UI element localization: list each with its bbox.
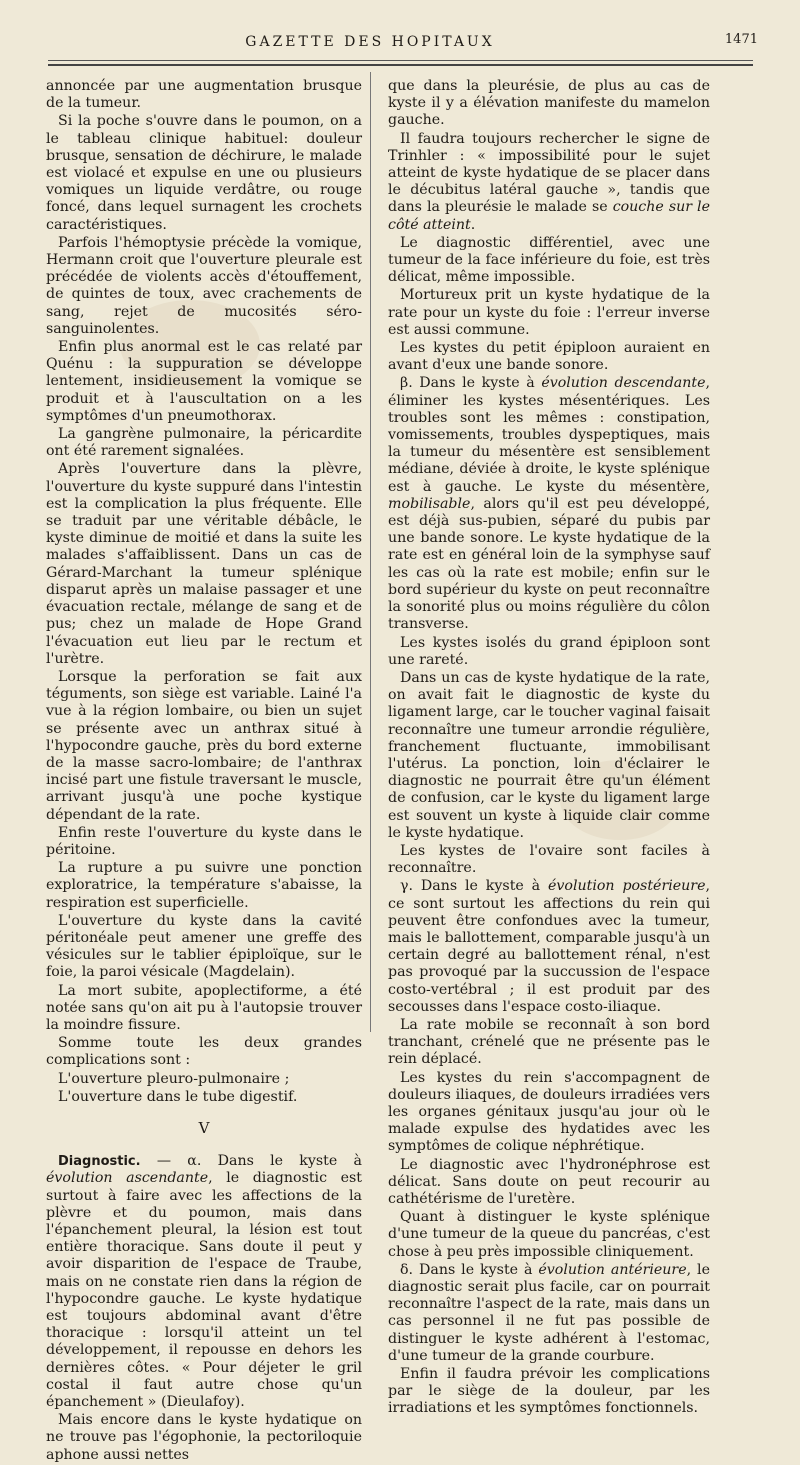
paragraph: Parfois l'hémoptysie précède la vomique, Hermann croit que l'ouverture pleurale est précédée de violents accès d'étouffement, de quintes de toux, avec crachements de sang, rejet de mucosités séro-sanguinolentes. [46,234,362,337]
paragraph: Somme toute les deux grandes complications sont : [46,1035,362,1069]
paragraph: La rate mobile se reconnaît à son bord tranchant, crénelé que ne présente pas le rein déplacé. [388,1016,710,1068]
text-run: , ce sont surtout les affections du rein qui peuvent être confondues avec la tumeur, mais le ballottement, comparable jusqu'à un certain degré au ballottement rénal, n'est pas provoqué par la succussion de l'espace costo-vertébral ; il est produit par des secousses dans l'espace costo-iliaque. [388,878,710,1015]
paragraph: que dans la pleurésie, de plus au cas de kyste il y a élévation manifeste du mamelon gauche. [388,78,710,129]
page-number: 1471 [724,32,758,47]
paragraph: Mortureux prit un kyste hydatique de la rate pour un kyste du foie : l'erreur inverse est aussi commune. [388,287,710,338]
text-run: δ. Dans le kyste à [400,1261,539,1278]
paragraph: Enfin plus anormal est le cas relaté par Quénu : la suppuration se développe lentement, insidieusement la vomique se produit et à l'auscultation on a les symptômes d'un pneumothorax. [46,339,362,424]
italic-term: évolution antérieure [538,1261,687,1278]
paragraph: Les kystes du rein s'accompagnent de douleurs iliaques, de douleurs irradiées vers les organes génitaux jusqu'au jour où le malade expulse des hydatides avec les symptômes de colique néphrétique. [388,1069,710,1155]
italic-term: évolution postérieure [548,878,706,895]
paragraph: Les kystes du petit épiploon auraient en avant d'eux une bande sonore. [388,340,710,374]
right-column [388,78,710,1419]
header-rule-thick [48,64,753,66]
paragraph: Si la poche s'ouvre dans le poumon, on a le tableau clinique habituel: douleur brusque, sensation de déchirure, le malade est violacé et expulse en une ou plusieurs vomiques un liquide verdâtre, ou rouge foncé, dans lequel surnagent les crochets caractéristiques. [46,113,362,233]
paragraph: Dans un cas de kyste hydatique de la rate, on avait fait le diagnostic de kyste du ligament large, car le toucher vaginal faisait reconnaître une tumeur arrondie régulière, franchement fluctuante, immobilisant l'utérus. La ponction, loin d'éclairer le diagnostic ne pourrait être qu'un élément de confusion, car le kyste du ligament large est souvent un kyste à liquide clair comme le kyste hydatique. [388,669,710,841]
journal-title: GAZETTE DES HOPITAUX [245,34,495,50]
text-run: . [470,216,476,233]
paragraph: Le diagnostic avec l'hydronéphrose est délicat. Sans doute on peut recourir au cathétérisme de l'uretère. [388,1156,710,1207]
left-column [46,78,362,1465]
paragraph: Lorsque la perforation se fait aux téguments, son siège est variable. Lainé l'a vue à la région lombaire, ou bien un sujet se présente avec un anthrax situé à l'hypocondre gauche, près du bord externe de la masse sacro-lombaire; de l'anthrax incisé part une fistule traversant le muscle, arrivant jusqu'à une poche kystique dépendant de la rate. [46,668,362,823]
diagnostic-paragraph [46,1153,362,1411]
paragraph [388,131,710,234]
paragraph: L'ouverture dans le tube digestif. [58,1088,298,1105]
text-run: γ. Dans le kyste à [400,878,549,895]
section-number: V [198,1118,210,1137]
text-run: , alors qu'il est peu développé, est déjà sus-pubien, séparé du pubis par une bande sonore. Le kyste hydatique de la rate est en général loin de la symphyse sauf les cas où la rate est mobile; enfin sur le bord supérieur du kyste on peut reconnaître la sonorité plus ou moins régulière du côlon transverse. [388,495,710,633]
text-run: , le diagnostic serait plus facile, car on pourrait reconnaître l'aspect de la rate, mais dans un cas personnel il ne fut pas possible de distinguer le kyste adhérent à l'estomac, d'une tumeur de la grande courbure. [388,1261,710,1364]
paragraph: La gangrène pulmonaire, la péricardite ont été rarement signalées. [46,426,362,460]
text-run: Il faudra toujours rechercher le signe de Trinhler : « impossibilité pour le sujet atteint de kyste hydatique de se placer dans le décubitus latéral gauche », tandis que dans la pleurésie le malade se [388,130,710,216]
section-heading: Diagnostic. [58,1154,141,1170]
italic-term: évolution ascendante [46,1170,209,1187]
paragraph: Enfin il faudra prévoir les complications par le siège de la douleur, par les irradiations et les symptômes fonctionnels. [388,1366,710,1417]
paragraph: La mort subite, apoplectiforme, a été notée sans qu'on ait pu à l'autopsie trouver la moindre fissure. [46,982,362,1033]
italic-term: mobilisable [388,495,471,512]
paragraph [388,375,710,633]
paragraph: Enfin reste l'ouverture du kyste dans le péritoine. [46,824,362,858]
paragraph: Après l'ouverture dans la plèvre, l'ouverture du kyste suppuré dans l'intestin est la complication la plus fréquente. Elle se traduit par une véritable débâcle, le kyste diminue de moitié et dans la suite les malades s'affaiblissent. Dans un cas de Gérard-Marchant la tumeur splénique disparut après un malaise passager et une évacuation rectale, mélange de sang et de pus; chez un malade de Hope Grand l'évacuation eut lieu par le rectum et l'urètre. [46,461,362,667]
paragraph: Quant à distinguer le kyste splénique d'une tumeur de la queue du pancréas, c'est chose à peu près impossible cliniquement. [388,1209,710,1260]
paragraph: Le diagnostic différentiel, avec une tumeur de la face inférieure du foie, est très délicat, même impossible. [388,234,710,286]
italic-term: évolution descendante [541,375,706,392]
header-rule [48,60,753,61]
paragraph: La rupture a pu suivre une ponction exploratrice, la température s'abaisse, la respiration est superficielle. [46,860,362,911]
page-header [0,34,800,56]
column-divider [370,72,371,1032]
text-run: — α. Dans le kyste à [140,1153,362,1170]
paragraph: L'ouverture pleuro-pulmonaire ; [58,1070,290,1087]
text-run: β. Dans le kyste à [400,375,542,392]
paragraph: Les kystes isolés du grand épiploon sont une rareté. [388,634,710,668]
paragraph [388,1262,710,1365]
paragraph: Mais encore dans le kyste hydatique on ne trouve pas l'égophonie, la pectoriloquie aphone aussi nettes [46,1412,362,1463]
paragraph [388,878,710,1016]
paragraph: annoncée par une augmentation brusque de la tumeur. [46,78,362,112]
text-run: , le diagnostic est surtout à faire avec les affections de la plèvre et du poumon, mais dans l'épanchement pleural, la lésion est tout entière thoracique. Sans doute il peut y avoir disparition de l'espace de Traube, mais on ne constate rien dans la région de l'hypocondre gauche. Le kyste hydatique est toujours abdominal avant d'être thoracique : lorsqu'il atteint un tel développement, il repousse en dehors les dernières côtes. « Pour déjeter le gril costal il faut autre chose qu'un épanchement » (Dieulafoy). [46,1170,362,1411]
paragraph: L'ouverture du kyste dans la cavité péritonéale peut amener une greffe des vésicules sur le tablier épiploïque, sur le foie, la paroi vésicale (Magdelain). [46,912,362,981]
italic-term: couche sur le côté atteint [388,199,710,233]
text-run: , éliminer les kystes mésentériques. Les troubles sont les mêmes : constipation, vomissements, troubles dyspeptiques, mais la tumeur du mésentère est sensiblement médiane, déviée à droite, le kyste splénique est à gauche. Le kyste du mésentère, [388,375,710,495]
paragraph: Les kystes de l'ovaire sont faciles à reconnaître. [388,842,710,877]
